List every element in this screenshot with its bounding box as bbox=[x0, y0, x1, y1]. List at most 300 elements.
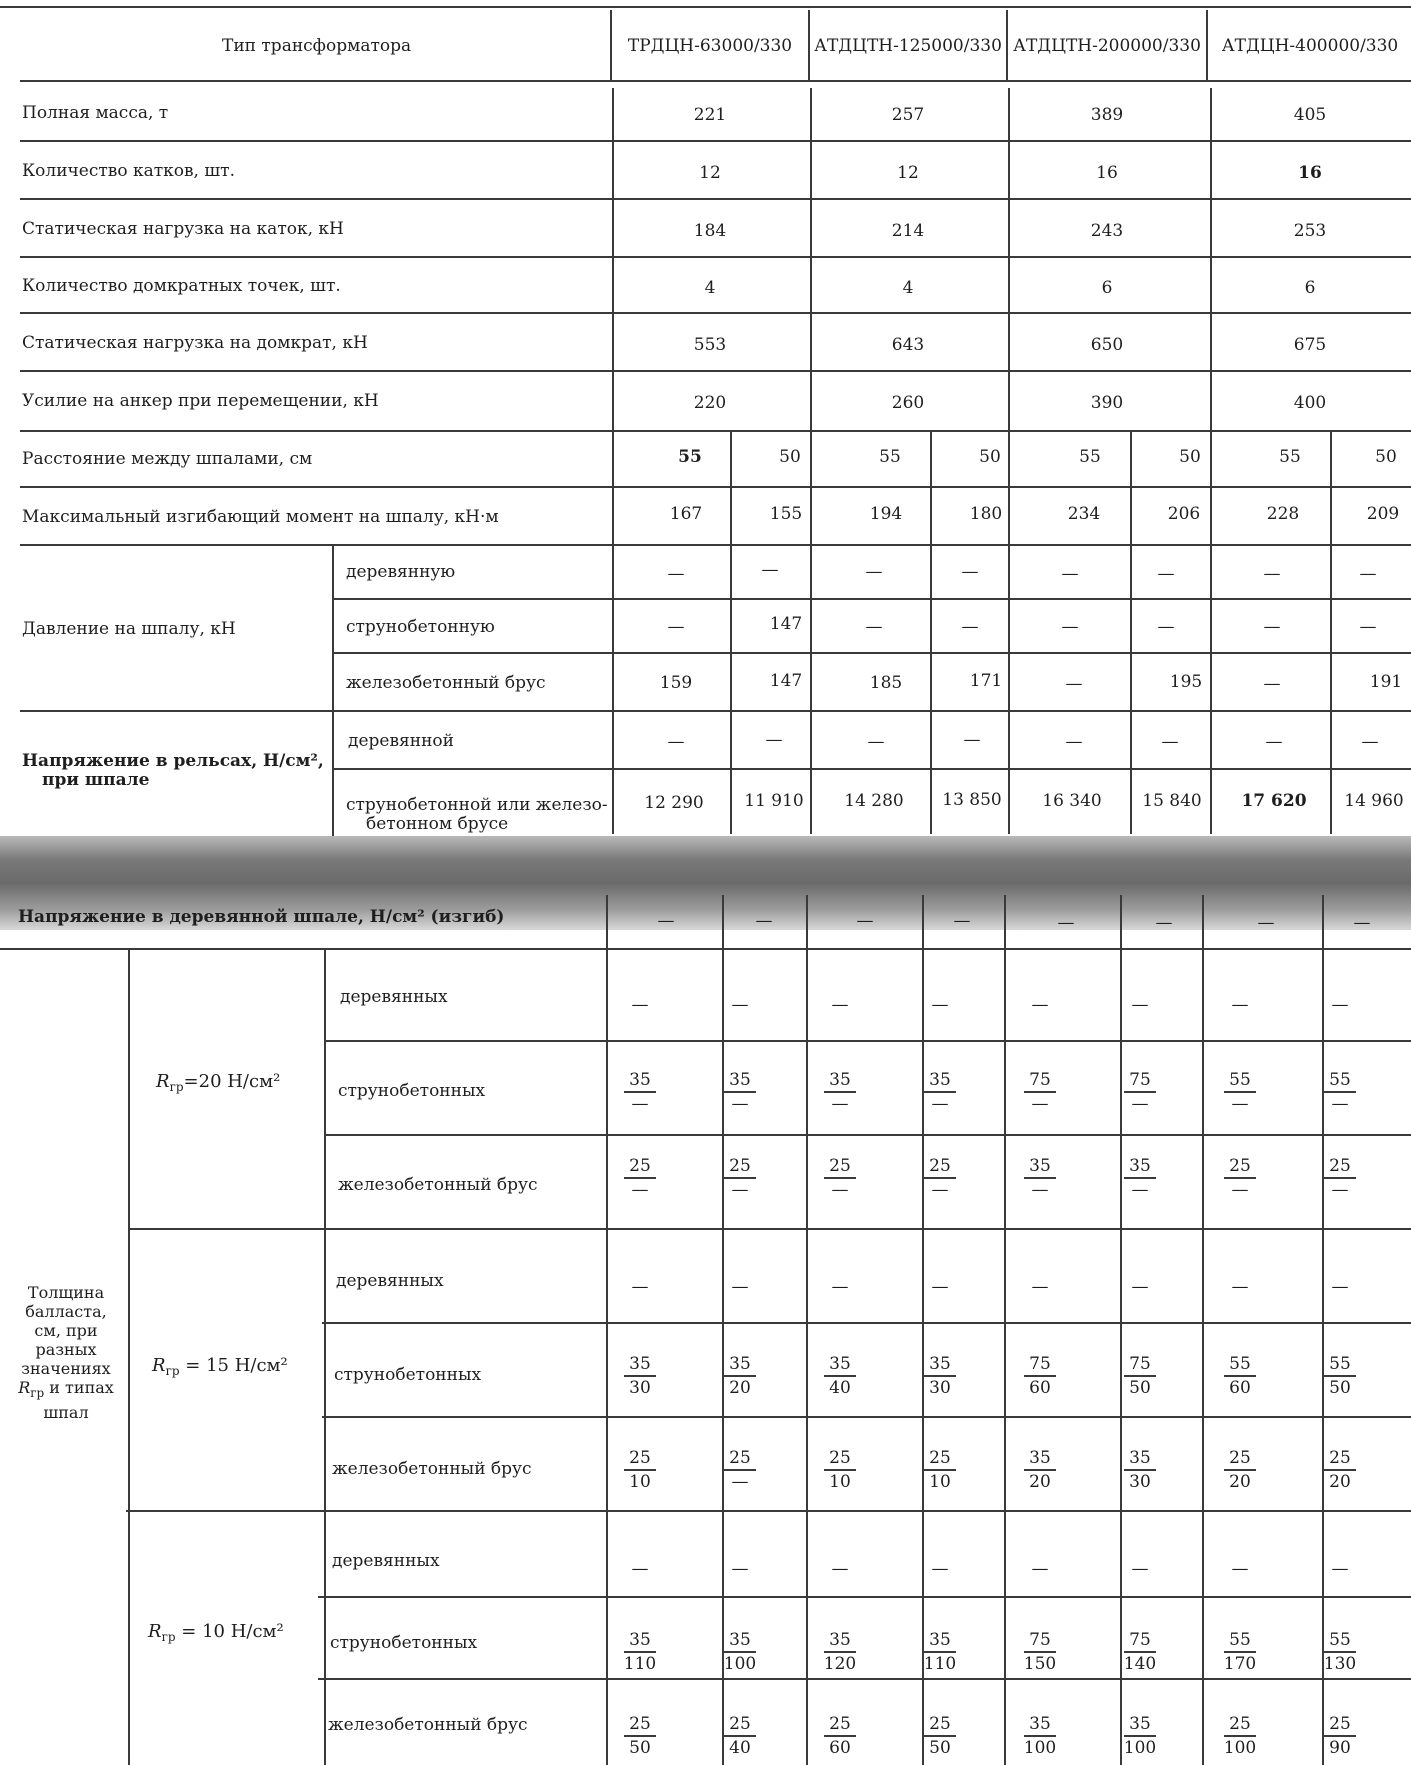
row-rule bbox=[20, 256, 1411, 258]
rail-ferro-8: 14 960 bbox=[1344, 791, 1404, 811]
cell-jack-points-2: 4 bbox=[902, 278, 914, 298]
ballast-denominator: 60 bbox=[1029, 1378, 1051, 1398]
ballast-fraction bbox=[1110, 1716, 1170, 1757]
ballast-fraction bbox=[810, 1356, 870, 1397]
ballast-fraction bbox=[610, 1072, 670, 1113]
ballast-label-line: шпал bbox=[43, 1403, 89, 1422]
pressure-ferro-8: 191 bbox=[1369, 672, 1403, 692]
rail-wood-5: — bbox=[1065, 732, 1083, 752]
header-transformer-3: АТДЦТН-200000/330 bbox=[1013, 36, 1201, 56]
wood-stress-2: — bbox=[755, 911, 773, 931]
row-rule bbox=[318, 1678, 1411, 1680]
ballast-dash: — bbox=[731, 1559, 749, 1579]
col-rule bbox=[1004, 895, 1006, 1765]
ballast-denominator: 50 bbox=[1129, 1378, 1151, 1398]
ballast-label-line bbox=[6, 1378, 126, 1403]
ballast-numerator: 35 bbox=[724, 1072, 756, 1093]
ballast-numerator: 35 bbox=[1024, 1450, 1056, 1471]
rail-wood-6: — bbox=[1161, 732, 1179, 752]
pressure-ferro-7: — bbox=[1263, 674, 1281, 694]
ballast-numerator: 25 bbox=[1224, 1716, 1256, 1737]
r-sub: гр bbox=[165, 1364, 180, 1378]
ballast-denominator: 50 bbox=[929, 1738, 951, 1758]
cell-jack-load-3: 650 bbox=[1090, 335, 1124, 355]
ballast-denominator: 20 bbox=[1029, 1472, 1051, 1492]
ballast-denominator: 10 bbox=[629, 1472, 651, 1492]
pressure-wood-5: — bbox=[1061, 564, 1079, 584]
ballast-denominator: 10 bbox=[829, 1472, 851, 1492]
ballast-fraction bbox=[1210, 1158, 1270, 1199]
ballast-fraction bbox=[810, 1072, 870, 1113]
pressure-string-8: — bbox=[1359, 617, 1377, 637]
col-rule bbox=[324, 950, 326, 1765]
r-symbol: R bbox=[156, 1071, 170, 1092]
rail-wood-4: — bbox=[963, 730, 981, 750]
row-rule bbox=[0, 948, 1411, 950]
ballast-numerator: 25 bbox=[724, 1450, 756, 1471]
ballast-denominator: — bbox=[731, 1094, 749, 1114]
ballast-denominator: 60 bbox=[1229, 1378, 1251, 1398]
ballast-numerator: 25 bbox=[824, 1450, 856, 1471]
row-label-jack-load: Статическая нагрузка на домкрат, кН bbox=[22, 333, 368, 353]
top-rule bbox=[0, 6, 1411, 8]
ballast-label-line: Толщина bbox=[27, 1283, 105, 1302]
pressure-ferro-4: 171 bbox=[969, 671, 1003, 691]
ballast-numerator: 35 bbox=[1024, 1158, 1056, 1179]
pressure-wood-8: — bbox=[1359, 564, 1377, 584]
ballast-dash: — bbox=[1231, 995, 1249, 1015]
pressure-string-4: — bbox=[961, 617, 979, 637]
ballast-fraction bbox=[610, 1632, 670, 1673]
cell-mass-4: 405 bbox=[1293, 105, 1327, 125]
g1-ferro-label: железобетонный брус bbox=[338, 1175, 538, 1195]
ballast-numerator: 25 bbox=[1224, 1158, 1256, 1179]
ballast-fraction bbox=[1010, 1072, 1070, 1113]
rail-stress-label-line1: Напряжение в рельсах, Н/см², bbox=[22, 751, 324, 771]
ballast-fraction bbox=[1010, 1356, 1070, 1397]
ballast-numerator: 75 bbox=[1024, 1356, 1056, 1377]
ballast-fraction bbox=[1310, 1158, 1370, 1199]
row-label-anchor-force: Усилие на анкер при перемещении, кН bbox=[22, 391, 379, 411]
ballast-denominator: 20 bbox=[1229, 1472, 1251, 1492]
ballast-dash: — bbox=[831, 1559, 849, 1579]
ballast-numerator: 75 bbox=[1124, 1632, 1156, 1653]
ballast-numerator: 35 bbox=[1024, 1716, 1056, 1737]
pressure-ferro-2: 147 bbox=[769, 671, 803, 691]
ballast-dash: — bbox=[1131, 1559, 1149, 1579]
cell-moment-5: 234 bbox=[1067, 504, 1101, 524]
ballast-fraction bbox=[1210, 1716, 1270, 1757]
ballast-denominator: — bbox=[931, 1180, 949, 1200]
ballast-fraction bbox=[910, 1158, 970, 1199]
ballast-numerator: 35 bbox=[924, 1356, 956, 1377]
pressure-wood-6: — bbox=[1157, 564, 1175, 584]
ballast-denominator: — bbox=[1231, 1180, 1249, 1200]
ballast-denominator: 50 bbox=[629, 1738, 651, 1758]
cell-roller-load-4: 253 bbox=[1293, 221, 1327, 241]
col-rule bbox=[606, 895, 608, 1765]
row-rule bbox=[322, 1416, 1411, 1418]
ballast-fraction bbox=[1210, 1356, 1270, 1397]
ballast-numerator: 25 bbox=[624, 1158, 656, 1179]
pressure-string-2: 147 bbox=[769, 614, 803, 634]
wood-stress-3: — bbox=[856, 911, 874, 931]
g2-string-label: струнобетонных bbox=[334, 1365, 482, 1385]
cell-mass-3: 389 bbox=[1090, 105, 1124, 125]
ballast-label-r-sub: гр bbox=[30, 1386, 45, 1400]
row-label-jack-points: Количество домкратных точек, шт. bbox=[22, 276, 341, 296]
ballast-fraction bbox=[1010, 1158, 1070, 1199]
cell-mass-1: 221 bbox=[693, 105, 727, 125]
ballast-numerator: 55 bbox=[1324, 1632, 1356, 1653]
ballast-numerator: 55 bbox=[1224, 1632, 1256, 1653]
col-rule bbox=[808, 10, 810, 80]
ballast-numerator: 35 bbox=[724, 1632, 756, 1653]
ballast-label bbox=[6, 1283, 126, 1422]
ballast-denominator: — bbox=[1331, 1094, 1349, 1114]
cell-spacing-7: 55 bbox=[1279, 447, 1301, 467]
row-label-sleeper-spacing: Расстояние между шпалами, см bbox=[22, 449, 313, 469]
cell-moment-3: 194 bbox=[869, 504, 903, 524]
ballast-numerator: 55 bbox=[1224, 1356, 1256, 1377]
cell-spacing-4: 50 bbox=[979, 447, 1001, 467]
cell-anchor-4: 400 bbox=[1293, 393, 1327, 413]
ballast-denominator: — bbox=[1031, 1094, 1049, 1114]
row-label-mass: Полная масса, т bbox=[22, 103, 169, 123]
rail-ferro-4: 13 850 bbox=[942, 790, 1002, 810]
ballast-denominator: 20 bbox=[1329, 1472, 1351, 1492]
ballast-fraction bbox=[810, 1450, 870, 1491]
r-symbol: R bbox=[152, 1355, 166, 1376]
ballast-denominator: 100 bbox=[1123, 1738, 1157, 1758]
ballast-denominator: 140 bbox=[1123, 1654, 1157, 1674]
r-value-15: = 15 Н/см² bbox=[185, 1355, 288, 1376]
ballast-denominator: — bbox=[931, 1094, 949, 1114]
row-rule bbox=[20, 198, 1411, 200]
ballast-fraction bbox=[710, 1072, 770, 1113]
ballast-fraction bbox=[1110, 1632, 1170, 1673]
ballast-fraction bbox=[910, 1716, 970, 1757]
ballast-dash: — bbox=[1131, 995, 1149, 1015]
ballast-fraction bbox=[710, 1716, 770, 1757]
rail-stress-sub-line2: бетонном брусе bbox=[366, 814, 509, 834]
ballast-dash: — bbox=[631, 995, 649, 1015]
cell-spacing-6: 50 bbox=[1179, 447, 1201, 467]
row-rule bbox=[334, 768, 1411, 770]
ballast-dash: — bbox=[1131, 1277, 1149, 1297]
col-rule bbox=[1008, 88, 1010, 834]
rail-ferro-2: 11 910 bbox=[744, 791, 804, 811]
pressure-wood-1: — bbox=[667, 564, 685, 584]
header-transformer-1: ТРДЦН-63000/330 bbox=[627, 36, 793, 56]
ballast-denominator: — bbox=[1331, 1180, 1349, 1200]
pressure-wood-4: — bbox=[961, 562, 979, 582]
pressure-label: Давление на шпалу, кН bbox=[22, 619, 236, 639]
cell-moment-8: 209 bbox=[1366, 504, 1400, 524]
ballast-denominator: 130 bbox=[1323, 1654, 1357, 1674]
col-rule bbox=[332, 712, 334, 836]
ballast-denominator: 60 bbox=[829, 1738, 851, 1758]
cell-roller-load-2: 214 bbox=[891, 221, 925, 241]
ballast-fraction bbox=[1310, 1632, 1370, 1673]
pressure-sub-wood: деревянную bbox=[346, 562, 456, 582]
g3-string-label: струнобетонных bbox=[330, 1633, 478, 1653]
header-transformer-2: АТДЦТН-125000/330 bbox=[814, 36, 1002, 56]
pressure-wood-7: — bbox=[1263, 564, 1281, 584]
r-value-10: = 10 Н/см² bbox=[181, 1621, 284, 1642]
header-type-label: Тип трансформатора bbox=[222, 36, 412, 56]
ballast-numerator: 25 bbox=[1324, 1450, 1356, 1471]
ballast-numerator: 75 bbox=[1024, 1632, 1056, 1653]
r-group-20 bbox=[156, 1072, 280, 1094]
rail-stress-label-line2: при шпале bbox=[42, 770, 150, 790]
ballast-fraction bbox=[1210, 1632, 1270, 1673]
cell-spacing-2: 50 bbox=[779, 447, 801, 467]
ballast-denominator: 120 bbox=[823, 1654, 857, 1674]
row-rule bbox=[20, 370, 1411, 372]
cell-jack-points-4: 6 bbox=[1304, 278, 1316, 298]
row-rule bbox=[326, 1134, 1411, 1136]
cell-anchor-3: 390 bbox=[1090, 393, 1124, 413]
r-sub: гр bbox=[169, 1080, 184, 1094]
col-rule bbox=[1206, 10, 1208, 80]
ballast-numerator: 35 bbox=[1124, 1158, 1156, 1179]
ballast-numerator: 75 bbox=[1124, 1356, 1156, 1377]
col-rule bbox=[128, 950, 130, 1765]
wood-stress-5: — bbox=[1057, 913, 1075, 933]
wood-stress-6: — bbox=[1155, 913, 1173, 933]
header-rule bbox=[20, 80, 1411, 82]
cell-rollers-2: 12 bbox=[897, 163, 919, 183]
ballast-denominator: — bbox=[731, 1180, 749, 1200]
ballast-fraction bbox=[1010, 1450, 1070, 1491]
pressure-string-6: — bbox=[1157, 617, 1175, 637]
ballast-numerator: 25 bbox=[824, 1158, 856, 1179]
ballast-denominator: 100 bbox=[1223, 1738, 1257, 1758]
pressure-ferro-3: 185 bbox=[869, 673, 903, 693]
row-label-bending-moment: Максимальный изгибающий момент на шпалу, кН·м bbox=[22, 507, 499, 527]
cell-rollers-3: 16 bbox=[1096, 163, 1118, 183]
ballast-dash: — bbox=[831, 1277, 849, 1297]
ballast-denominator: 30 bbox=[629, 1378, 651, 1398]
ballast-fraction bbox=[1110, 1450, 1170, 1491]
cell-spacing-3: 55 bbox=[879, 447, 901, 467]
ballast-fraction bbox=[1310, 1450, 1370, 1491]
ballast-denominator: — bbox=[1131, 1094, 1149, 1114]
pressure-sub-ferro: железобетонный брус bbox=[346, 673, 546, 693]
ballast-fraction bbox=[1310, 1072, 1370, 1113]
col-rule bbox=[1130, 432, 1132, 834]
col-rule bbox=[930, 432, 932, 834]
ballast-numerator: 35 bbox=[1124, 1716, 1156, 1737]
ballast-fraction bbox=[610, 1356, 670, 1397]
ballast-numerator: 35 bbox=[624, 1072, 656, 1093]
ballast-dash: — bbox=[731, 1277, 749, 1297]
ballast-fraction bbox=[1110, 1158, 1170, 1199]
ballast-dash: — bbox=[1231, 1277, 1249, 1297]
pressure-wood-3: — bbox=[865, 562, 883, 582]
pressure-ferro-6: 195 bbox=[1169, 672, 1203, 692]
ballast-numerator: 55 bbox=[1324, 1072, 1356, 1093]
cell-anchor-1: 220 bbox=[693, 393, 727, 413]
ballast-dash: — bbox=[831, 995, 849, 1015]
g2-wood-label: деревянных bbox=[336, 1271, 444, 1291]
rail-ferro-3: 14 280 bbox=[844, 791, 904, 811]
ballast-denominator: 170 bbox=[1223, 1654, 1257, 1674]
ballast-dash: — bbox=[1331, 1559, 1349, 1579]
ballast-fraction bbox=[910, 1356, 970, 1397]
rail-ferro-7: 17 620 bbox=[1241, 791, 1307, 811]
ballast-denominator: — bbox=[631, 1180, 649, 1200]
ballast-fraction bbox=[1010, 1632, 1070, 1673]
ballast-fraction bbox=[710, 1450, 770, 1491]
ballast-fraction bbox=[910, 1450, 970, 1491]
cell-jack-load-2: 643 bbox=[891, 335, 925, 355]
g2-ferro-label: железобетонный брус bbox=[332, 1459, 532, 1479]
ballast-numerator: 35 bbox=[824, 1632, 856, 1653]
ballast-dash: — bbox=[1031, 1277, 1049, 1297]
ballast-numerator: 35 bbox=[624, 1632, 656, 1653]
r-symbol: R bbox=[148, 1621, 162, 1642]
r-group-15 bbox=[152, 1356, 288, 1378]
pressure-string-1: — bbox=[667, 617, 685, 637]
cell-mass-2: 257 bbox=[891, 105, 925, 125]
cell-roller-load-1: 184 bbox=[693, 221, 727, 241]
cell-rollers-4: 16 bbox=[1298, 163, 1322, 183]
cell-moment-6: 206 bbox=[1167, 504, 1201, 524]
cell-roller-load-3: 243 bbox=[1090, 221, 1124, 241]
ballast-numerator: 25 bbox=[724, 1716, 756, 1737]
row-rule bbox=[130, 1228, 1411, 1230]
ballast-dash: — bbox=[1231, 1559, 1249, 1579]
g1-string-label: струнобетонных bbox=[338, 1081, 486, 1101]
ballast-fraction bbox=[810, 1158, 870, 1199]
ballast-numerator: 25 bbox=[724, 1158, 756, 1179]
pressure-wood-2: — bbox=[761, 560, 779, 580]
ballast-numerator: 35 bbox=[724, 1356, 756, 1377]
row-rule bbox=[318, 1596, 1411, 1598]
cell-jack-points-3: 6 bbox=[1101, 278, 1113, 298]
col-rule bbox=[806, 895, 808, 1765]
ballast-denominator: 50 bbox=[1329, 1378, 1351, 1398]
row-label-roller-load: Статическая нагрузка на каток, кН bbox=[22, 219, 344, 239]
g3-ferro-label: железобетонный брус bbox=[328, 1715, 528, 1735]
ballast-fraction bbox=[710, 1632, 770, 1673]
cell-rollers-1: 12 bbox=[699, 163, 721, 183]
ballast-denominator: 40 bbox=[829, 1378, 851, 1398]
ballast-denominator: — bbox=[631, 1094, 649, 1114]
ballast-numerator: 25 bbox=[924, 1716, 956, 1737]
ballast-fraction bbox=[710, 1356, 770, 1397]
ballast-numerator: 25 bbox=[1224, 1450, 1256, 1471]
ballast-label-line: значениях bbox=[21, 1359, 111, 1378]
row-rule bbox=[20, 312, 1411, 314]
row-rule bbox=[334, 598, 1411, 600]
ballast-numerator: 55 bbox=[1224, 1072, 1256, 1093]
ballast-fraction bbox=[1010, 1716, 1070, 1757]
col-rule bbox=[730, 432, 732, 834]
pressure-string-7: — bbox=[1263, 617, 1281, 637]
pressure-ferro-1: 159 bbox=[659, 673, 693, 693]
row-rule bbox=[20, 430, 1411, 432]
ballast-denominator: 110 bbox=[623, 1654, 657, 1674]
g1-wood-label: деревянных bbox=[340, 987, 448, 1007]
ballast-numerator: 55 bbox=[1324, 1356, 1356, 1377]
g3-wood-label: деревянных bbox=[332, 1551, 440, 1571]
ballast-numerator: 25 bbox=[624, 1450, 656, 1471]
rail-wood-1: — bbox=[667, 732, 685, 752]
col-rule bbox=[1006, 10, 1008, 80]
cell-spacing-1: 55 bbox=[678, 447, 702, 467]
ballast-numerator: 35 bbox=[824, 1072, 856, 1093]
header-transformer-4: АТДЦН-400000/330 bbox=[1221, 36, 1399, 56]
ballast-dash: — bbox=[1031, 995, 1049, 1015]
ballast-denominator: 30 bbox=[1129, 1472, 1151, 1492]
ballast-fraction bbox=[1210, 1072, 1270, 1113]
ballast-numerator: 75 bbox=[1024, 1072, 1056, 1093]
r-group-10 bbox=[148, 1622, 284, 1644]
cell-jack-load-1: 553 bbox=[693, 335, 727, 355]
ballast-numerator: 35 bbox=[824, 1356, 856, 1377]
cell-spacing-8: 50 bbox=[1375, 447, 1397, 467]
rail-wood-3: — bbox=[867, 732, 885, 752]
col-rule bbox=[610, 10, 612, 80]
ballast-label-line: разных bbox=[35, 1340, 97, 1359]
row-label-rollers: Количество катков, шт. bbox=[22, 161, 235, 181]
r-sub: гр bbox=[161, 1630, 176, 1644]
ballast-numerator: 25 bbox=[624, 1716, 656, 1737]
row-rule bbox=[334, 652, 1411, 654]
wood-stress-8: — bbox=[1353, 913, 1371, 933]
row-rule bbox=[322, 1322, 1411, 1324]
r-value-20: =20 Н/см² bbox=[183, 1071, 281, 1092]
row-rule bbox=[20, 544, 1411, 546]
ballast-numerator: 25 bbox=[1324, 1716, 1356, 1737]
cell-moment-4: 180 bbox=[969, 504, 1003, 524]
ballast-fraction bbox=[1310, 1356, 1370, 1397]
ballast-dash: — bbox=[631, 1559, 649, 1579]
cell-moment-7: 228 bbox=[1266, 504, 1300, 524]
col-rule bbox=[612, 88, 614, 834]
ballast-numerator: 25 bbox=[924, 1158, 956, 1179]
rail-ferro-6: 15 840 bbox=[1142, 791, 1202, 811]
ballast-dash: — bbox=[1331, 1277, 1349, 1297]
ballast-denominator: — bbox=[1231, 1094, 1249, 1114]
ballast-denominator: 30 bbox=[929, 1378, 951, 1398]
ballast-numerator: 25 bbox=[1324, 1158, 1356, 1179]
ballast-numerator: 35 bbox=[924, 1072, 956, 1093]
wood-stress-4: — bbox=[953, 911, 971, 931]
ballast-denominator: — bbox=[831, 1180, 849, 1200]
ballast-fraction bbox=[810, 1632, 870, 1673]
ballast-dash: — bbox=[931, 1559, 949, 1579]
rail-wood-2: — bbox=[765, 730, 783, 750]
ballast-denominator: 10 bbox=[929, 1472, 951, 1492]
ballast-dash: — bbox=[731, 995, 749, 1015]
wood-stress-label: Напряжение в деревянной шпале, Н/см² (изгиб) bbox=[18, 907, 505, 927]
col-rule bbox=[1330, 432, 1332, 834]
ballast-fraction bbox=[1210, 1450, 1270, 1491]
row-rule bbox=[326, 1040, 1411, 1042]
ballast-fraction bbox=[1110, 1356, 1170, 1397]
wood-stress-1: — bbox=[657, 911, 675, 931]
ballast-dash: — bbox=[1331, 995, 1349, 1015]
ballast-fraction bbox=[810, 1716, 870, 1757]
col-rule bbox=[332, 546, 334, 712]
ballast-denominator: 100 bbox=[723, 1654, 757, 1674]
ballast-numerator: 35 bbox=[624, 1356, 656, 1377]
rail-stress-sub-line1: струнобетонной или железо- bbox=[346, 795, 608, 815]
